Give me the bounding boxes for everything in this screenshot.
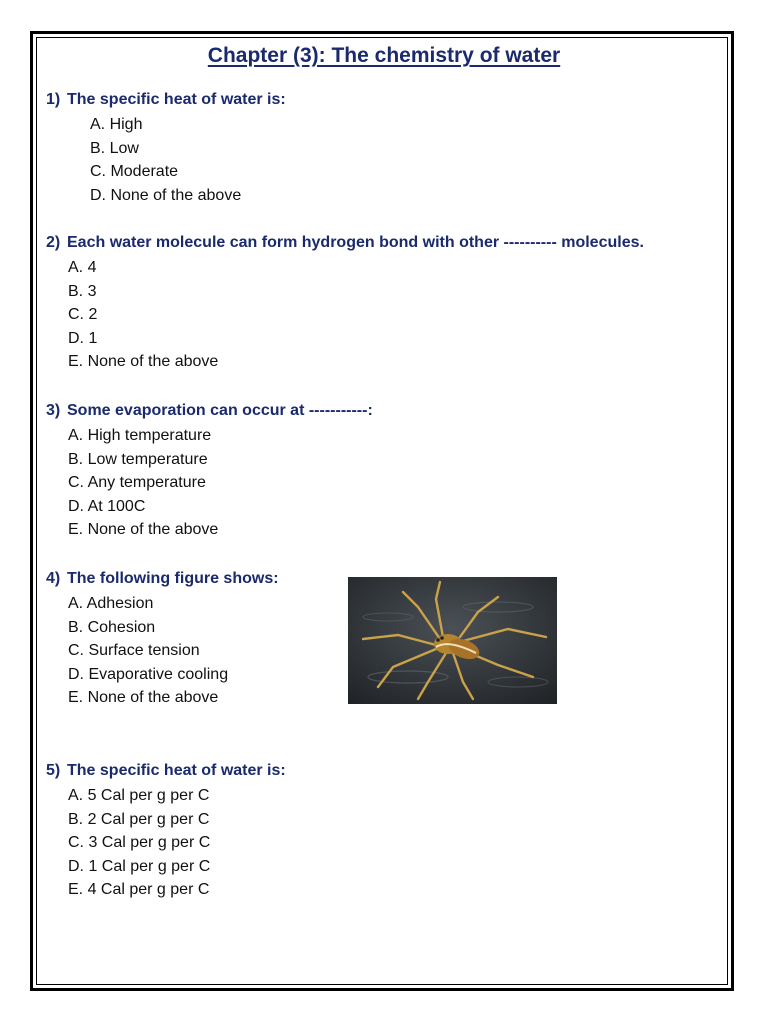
options-list-5 xyxy=(68,784,210,902)
question-4 xyxy=(46,570,279,588)
options-list-4 xyxy=(68,592,228,710)
option-item: A. Adhesion xyxy=(68,595,154,612)
option-item: D. 1 Cal per g per C xyxy=(68,857,211,875)
question-number: 2) xyxy=(46,234,61,251)
option-item: B. 2 Cal per g per C xyxy=(68,810,210,828)
option-item: D. 1 xyxy=(68,329,98,347)
question-number: 4) xyxy=(46,570,61,587)
option-item: C. 2 xyxy=(68,306,98,324)
option-item: C. Moderate xyxy=(90,163,179,181)
question-text: Some evaporation can occur at -----------: xyxy=(67,402,373,419)
options-list-1 xyxy=(90,113,241,207)
option-item: C. Surface tension xyxy=(68,642,200,660)
option-item: C. Any temperature xyxy=(68,474,206,492)
option-item: B. Low xyxy=(90,139,139,157)
option-item: D. None of the above xyxy=(90,186,242,204)
question-number: 3) xyxy=(46,402,61,419)
option-item: A. 4 xyxy=(68,259,97,276)
option-item: B. Cohesion xyxy=(68,618,156,636)
option-item: B. 3 xyxy=(68,282,97,300)
question-5 xyxy=(46,762,286,780)
question-text: The specific heat of water is: xyxy=(67,762,286,779)
question-1 xyxy=(46,91,286,109)
option-item: E. 4 Cal per g per C xyxy=(68,881,210,899)
options-list-3 xyxy=(68,424,218,542)
option-item: D. Evaporative cooling xyxy=(68,665,229,683)
option-item: E. None of the above xyxy=(68,521,219,539)
option-item: E. None of the above xyxy=(68,689,219,707)
option-item: A. High temperature xyxy=(68,427,212,444)
question-2 xyxy=(46,234,644,252)
spider-on-water-photo xyxy=(348,577,557,704)
question-number: 5) xyxy=(46,762,61,779)
spider-icon xyxy=(348,577,557,704)
option-item: C. 3 Cal per g per C xyxy=(68,834,211,852)
question-text: Each water molecule can form hydrogen bond with other ---------- molecules. xyxy=(67,234,644,251)
question-3 xyxy=(46,402,373,420)
option-item: A. High xyxy=(90,116,143,133)
question-text: The specific heat of water is: xyxy=(67,91,286,108)
option-item: A. 5 Cal per g per C xyxy=(68,787,210,804)
options-list-2 xyxy=(68,256,218,374)
question-number: 1) xyxy=(46,91,61,108)
option-item: E. None of the above xyxy=(68,353,219,371)
question-text: The following figure shows: xyxy=(67,570,279,587)
option-item: B. Low temperature xyxy=(68,450,208,468)
page-title: Chapter (3): The chemistry of water xyxy=(207,44,561,67)
option-item: D. At 100C xyxy=(68,497,146,515)
